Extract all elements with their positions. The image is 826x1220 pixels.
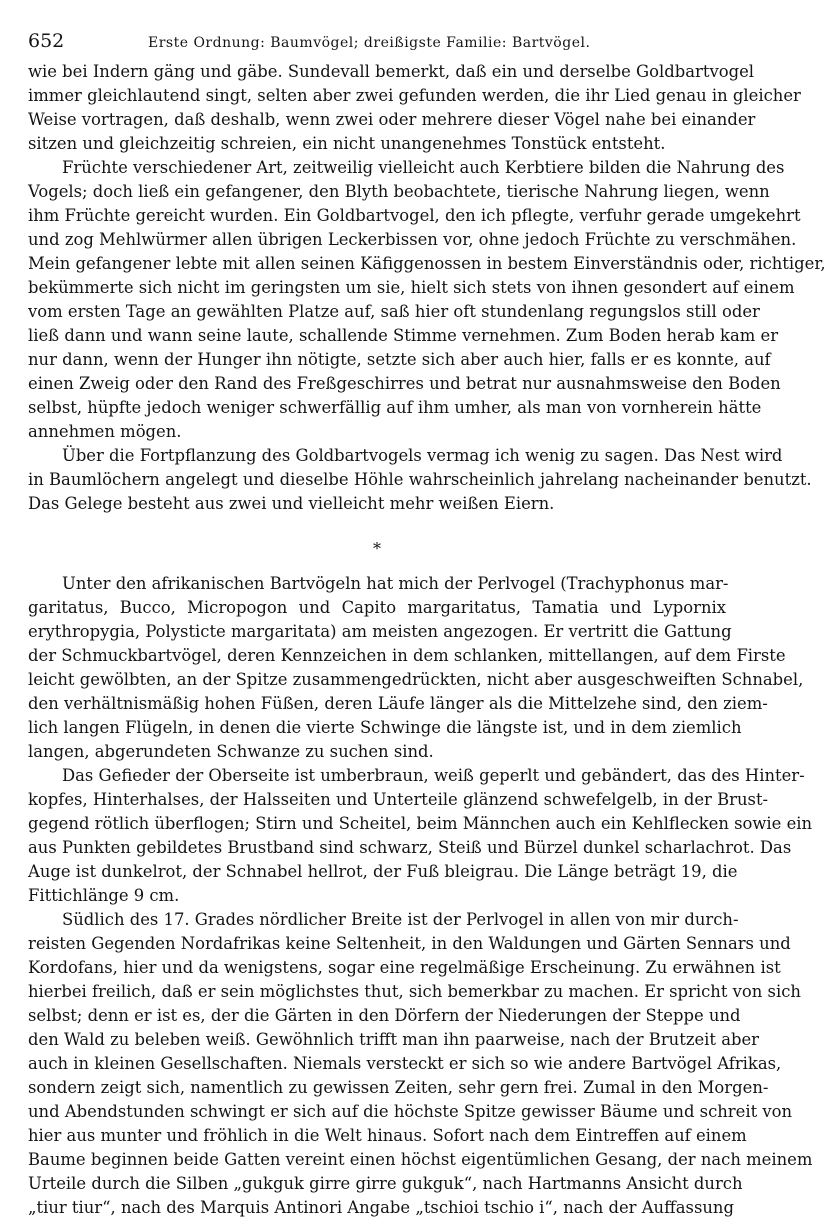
page-header — [28, 30, 726, 60]
text-line: und zog Mehlwürmer allen übrigen Leckerbissen vor, ohne jedoch Früchte zu verschmähen. — [28, 230, 797, 249]
text-line: wie bei Indern gäng und gäbe. Sundevall bemerkt, daß ein und derselbe Goldbartvogel — [28, 62, 755, 81]
text-line: Über die Fortpflanzung des Goldbartvogels vermag ich wenig zu sagen. Das Nest wird — [62, 446, 783, 465]
text-line: reisten Gegenden Nordafrikas keine Seltenheit, in den Waldungen und Gärten Sennars und — [28, 934, 791, 953]
text-line: bekümmerte sich nicht im geringsten um sie, hielt sich stets von ihnen gesondert auf einem — [28, 278, 795, 297]
section-gap — [28, 516, 726, 530]
section-separator: * — [373, 539, 381, 558]
text-line: aus Punkten gebildetes Brustband sind schwarz, Steiß und Bürzel dunkel scharlachrot. Das — [28, 838, 792, 857]
text-line: in Baumlöchern angelegt und dieselbe Höhle wahrscheinlich jahrelang nacheinander benutzt. — [28, 470, 812, 489]
text-line: Baume beginnen beide Gatten vereint einen höchst eigentümlichen Gesang, der nach meinem — [28, 1150, 813, 1169]
text-line: Das Gelege besteht aus zwei und vielleicht mehr weißen Eiern. — [28, 494, 555, 513]
text-line: Urteile durch die Silben „gukguk girre girre gukguk“, nach Hartmanns Ansicht durch — [28, 1174, 743, 1193]
page-number: 652 — [28, 30, 65, 52]
text-line: leicht gewölbten, an der Spitze zusammengedrückten, nicht aber ausgeschweiften Schnabel, — [28, 670, 804, 689]
paragraph — [28, 572, 804, 764]
paragraph — [28, 156, 826, 444]
text-line: Südlich des 17. Grades nördlicher Breite ist der Perlvogel in allen von mir durch- — [62, 910, 739, 929]
text-line: hier aus munter und fröhlich in die Welt hinaus. Sofort nach dem Eintreffen auf einem — [28, 1126, 747, 1145]
text-line: hierbei freilich, daß er sein möglichstes thut, sich bemerkbar zu machen. Er spricht von sich — [28, 982, 801, 1001]
text-line: kopfes, Hinterhalses, der Halsseiten und Unterteile glänzend schwefelgelb, in der Brust- — [28, 790, 769, 809]
text-line: Weise vortragen, daß deshalb, wenn zwei oder mehrere dieser Vögel nahe bei einander — [28, 110, 756, 129]
text-line: annehmen mögen. — [28, 422, 182, 441]
text-line: den Wald zu beleben weiß. Gewöhnlich trifft man ihn paarweise, nach der Brutzeit aber — [28, 1030, 759, 1049]
text-line: Fittichlänge 9 cm. — [28, 886, 180, 905]
text-line: und Abendstunden schwingt er sich auf die höchste Spitze gewisser Bäume und schreit von — [28, 1102, 793, 1121]
text-line: selbst, hüpfte jedoch weniger schwerfällig auf ihm umher, als man von vornherein hätte — [28, 398, 762, 417]
paragraph — [28, 764, 813, 908]
text-line: der Schmuckbartvögel, deren Kennzeichen in dem schlanken, mittellangen, auf dem Firste — [28, 646, 786, 665]
text-line: Auge ist dunkelrot, der Schnabel hellrot, der Fuß bleigrau. Die Länge beträgt 19, die — [28, 862, 738, 881]
paragraph — [28, 444, 812, 516]
text-line: „tiur tiur“, nach des Marquis Antinori Angabe „tschioi tschio i“, nach der Auffassung — [28, 1198, 734, 1217]
text-line: Früchte verschiedener Art, zeitweilig vielleicht auch Kerbtiere bilden die Nahrung des — [62, 158, 785, 177]
text-line: Kordofans, hier und da wenigstens, sogar eine regelmäßige Erscheinung. Zu erwähnen ist — [28, 958, 781, 977]
text-line: Mein gefangener lebte mit allen seinen Käfiggenossen in bestem Einverständnis oder, richtiger, — [28, 254, 826, 273]
text-line: Vogels; doch ließ ein gefangener, den Blyth beobachtete, tierische Nahrung liegen, wenn — [28, 182, 770, 201]
text-line: gegend rötlich überflogen; Stirn und Scheitel, beim Männchen auch ein Kehlflecken sowie ein — [28, 814, 813, 833]
text-line: garitatus, Bucco, Micropogon und Capito margaritatus, Tamatia und Lypornix — [28, 598, 726, 617]
text-line: vom ersten Tage an gewählten Platze auf, saß hier oft stundenlang regungslos still oder — [28, 302, 760, 321]
text-line: erythropygia, Polysticte margaritata) am meisten angezogen. Er vertritt die Gattung — [28, 622, 732, 641]
text-line: selbst; denn er ist es, der die Gärten in den Dörfern der Niederungen der Steppe und — [28, 1006, 741, 1025]
text-line: Unter den afrikanischen Bartvögeln hat mich der Perlvogel (Trachyphonus mar- — [62, 574, 729, 593]
body-text — [28, 60, 826, 1220]
text-line: den verhältnismäßig hohen Füßen, deren Läufe länger als die Mittelzehe sind, den ziem- — [28, 694, 768, 713]
text-line: ihm Früchte gereicht wurden. Ein Goldbartvogel, den ich pflegte, verfuhr gerade umgekehrt — [28, 206, 801, 225]
running-title: Erste Ordnung: Baumvögel; dreißigste Familie: Bartvögel. — [148, 35, 591, 51]
paragraph — [28, 60, 801, 156]
text-line: lich langen Flügeln, in denen die vierte Schwinge die längste ist, und in dem ziemlich — [28, 718, 742, 737]
text-line: einen Zweig oder den Rand des Freßgeschirres und betrat nur ausnahmsweise den Boden — [28, 374, 781, 393]
paragraph — [28, 908, 813, 1220]
text-line: Das Gefieder der Oberseite ist umberbraun, weiß geperlt und gebändert, das des Hinter- — [62, 766, 805, 785]
text-line: nur dann, wenn der Hunger ihn nötigte, setzte sich aber auch hier, falls er es konnte, auf — [28, 350, 771, 369]
text-line: immer gleichlautend singt, selten aber zwei gefunden werden, die ihr Lied genau in gleicher — [28, 86, 801, 105]
text-line: sitzen und gleichzeitig schreien, ein nicht unangenehmes Tonstück entsteht. — [28, 134, 666, 153]
text-line: sondern zeigt sich, namentlich zu gewissen Zeiten, sehr gern frei. Zumal in den Morgen- — [28, 1078, 769, 1097]
text-line: auch in kleinen Gesellschaften. Niemals versteckt er sich so wie andere Bartvögel Afrikas, — [28, 1054, 782, 1073]
text-line: langen, abgerundeten Schwanze zu suchen sind. — [28, 742, 434, 761]
text-line: ließ dann und wann seine laute, schallende Stimme vernehmen. Zum Boden herab kam er — [28, 326, 779, 345]
